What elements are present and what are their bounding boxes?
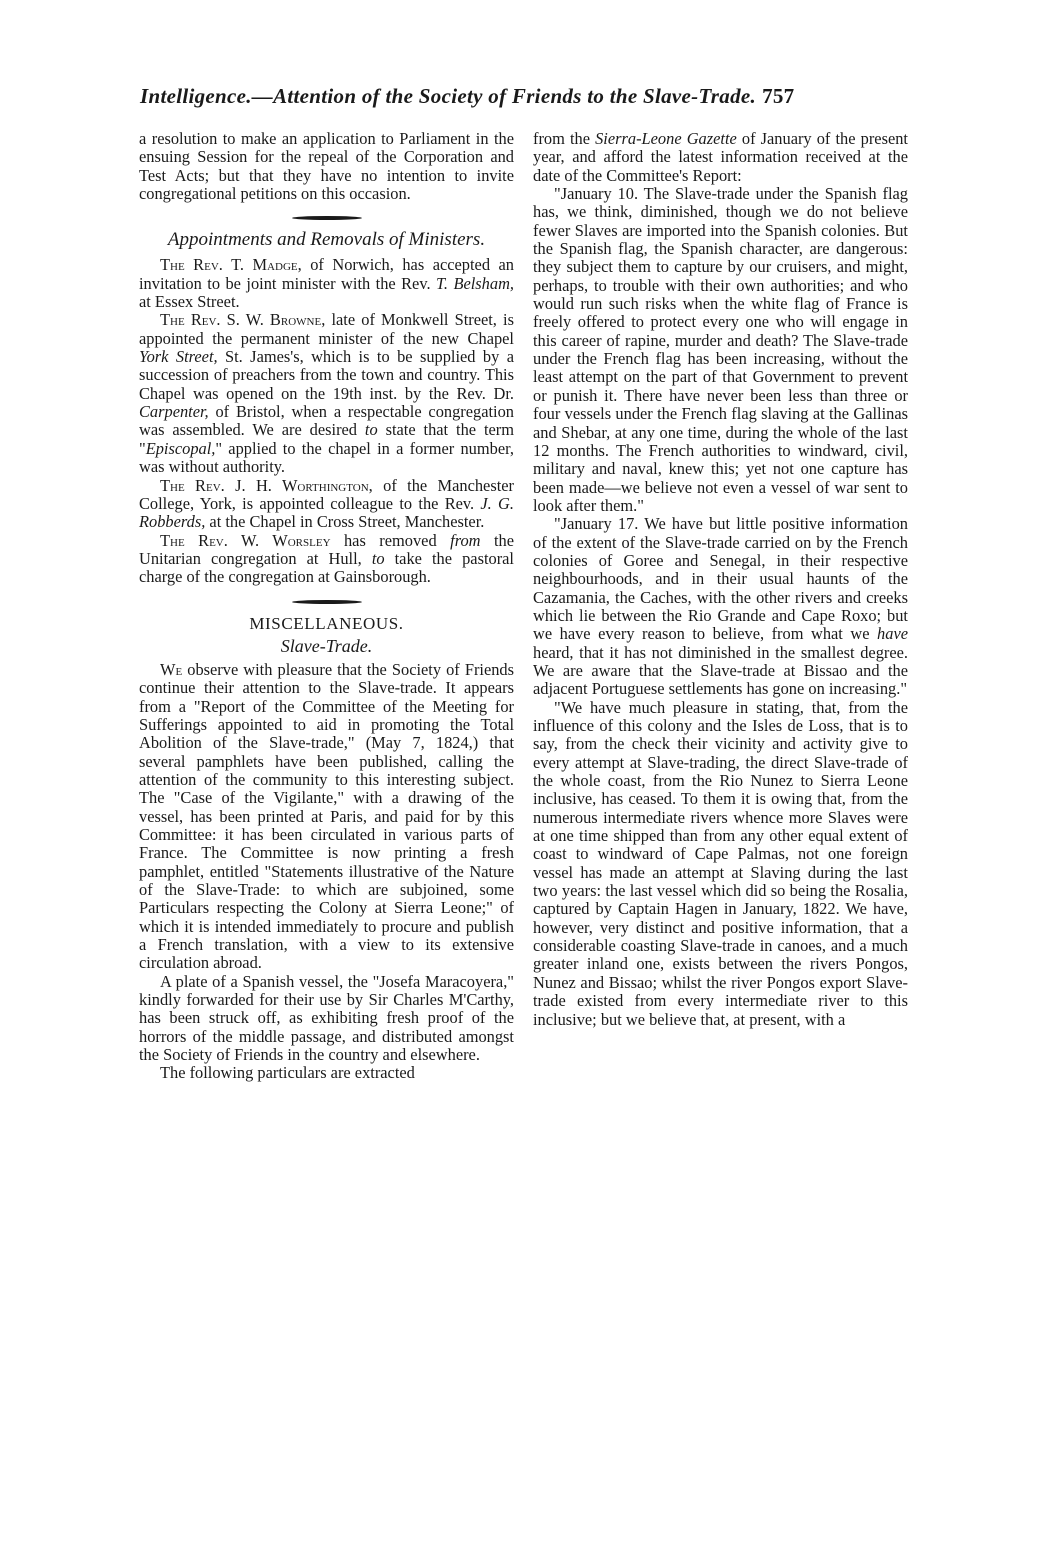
worsley-paragraph: The Rev. W. Worsley has removed from the Unitarian congregation at Hull, to take the pastoral charge of the congregation at Gainsborough. (139, 530, 514, 587)
left-column (139, 130, 514, 1083)
running-title: Intelligence.—Attention of the Society of Friends to the Slave-Trade. (140, 84, 757, 108)
worthington-paragraph: The Rev. J. H. Worthington, of the Manchester College, York, is appointed colleague to the Rev. J. G. Robberds, at the Chapel in Cross Street, Manchester. (139, 475, 514, 532)
gazette-paragraph: from the Sierra-Leone Gazette of January of the present year, and afford the latest information received at the date of the Committee's Report: (533, 129, 908, 185)
appointments-heading: Appointments and Removals of Ministers. (167, 229, 486, 251)
pleasure-paragraph: "We have much pleasure in stating, that, from the influence of this colony and the Isles de Loss, that is to say, from the check their vicinity and activity give to every attempt at Slave-trading, the direct Slave-trade of the whole coast, from the Rio Nunez to Sierra Leone inclusive, has ceased. To them it is owing that, from the numerous intermediate rivers whence more Slaves were at one time shipped than from any other equal extent of coast to windward of Cape Palmas, not one foreign vessel has made an attempt at Slaving during the last two years: the last vessel which did so being the Rosalia, captured by Captain Hagen in January, 1822. We have, however, very distinct and positive information, that a considerable coasting Slave-trade in canoes, and a much greater inland one, exists between the rivers Pongos, Nunez and Bissao; whilst the river Pongos export Slave-trade existed from every intermediate river to this inclusive; but we believe that, at present, with a (533, 697, 908, 1029)
january-10-paragraph: "January 10. The Slave-trade under the Spanish flag has, we think, diminished, though we do not believe fewer Slaves are imported into the Spanish colonies. But the Spanish flag, the Spanish character, are dangerous: they subject them to capture by our cruisers, and might, perhaps, to trouble with their own authorities; and who would run such risks when the white flag of France is freely offered to protect every one who will engage in this career of rapine, murder and death? The Slave-trade under the French flag has been increasing, without the least attempt on the part of that Government to prevent or punish it. There have never been less than three or four vessels under the French flag slaving at the Gallinas and Shebar, at any one time, during the whole of the last 12 months. The French authorities to windward, civil, military and naval, knew this; yet not one capture has been made—we believe not even a vessel of war sent to look after them." (533, 184, 908, 515)
miscellaneous-heading: MISCELLANEOUS. (249, 613, 404, 633)
browne-paragraph: The Rev. S. W. Browne, late of Monkwell Street, is appointed the permanent minister of the new Chapel York Street, St. James's, which is to be supplied by a succession of preachers from the town and country. This Chapel was opened on the 19th inst. by the Rev. Dr. Carpenter, of Bristol, when a respectable congregation was assembled. We are desired to state that the term "Episcopal," applied to the chapel in a former number, was without authority. (139, 310, 515, 477)
resolution-paragraph: a resolution to make an application to Parliament in the ensuing Session for the repeal of the Corporation and Test Acts; but that they have no intention to invite congregational petitions on this occasion. (139, 129, 514, 204)
madge-name: The Rev. T. Madge, (160, 255, 302, 275)
browne-name: The Rev. S. W. Browne, (160, 310, 326, 330)
worsley-name: The Rev. W. Worsley (160, 530, 331, 550)
january-17-paragraph: "January 17. We have but little positive information of the extent of the Slave-trade carried on by the French colonies of Goree and Senegal, in their respective neighbourhoods, and in their usual haunts of the Cazamania, the Caches, with the other rivers and creeks which lie between the Rio Grande and Cape Roxo; but we have every reason to believe, from what we have heard, that it has not diminished in the smallest degree. We are aware that the Slave-trade at Bissao and the adjacent Portuguese settlements has gone on increasing." (533, 514, 908, 699)
worthington-name: The Rev. J. H. Worthington, (160, 475, 373, 495)
section-rule (292, 216, 362, 220)
page-number: 757 (762, 84, 795, 108)
section-rule (292, 600, 362, 604)
running-head (140, 84, 930, 109)
plate-paragraph: A plate of a Spanish vessel, the "Josefa Maracoyera," kindly forwarded for their use by Sir Charles M'Carthy, has been struck off, as exhibiting fresh proof of the horrors of the middle passage, and distributed amongst the Society of Friends in the country and elsewhere. (139, 971, 514, 1065)
right-column (533, 130, 908, 1029)
madge-paragraph: The Rev. T. Madge, of Norwich, has accepted an invitation to be joint minister with the Rev. T. Belsham, at Essex Street. (139, 255, 515, 312)
slave-trade-subheading: Slave-Trade. (280, 635, 373, 656)
following-paragraph: The following particulars are extracted (160, 1063, 415, 1083)
we-observe-paragraph: We observe with pleasure that the Society of Friends continue their attention to the Slave-trade. It appears from a "Report of the Committee of the Meeting for Sufferings appointed to aid in promoting the Total Abolition of the Slave-trade," (May 7, 1824,) that several pamphlets have been published, calling the attention of the community to this interesting subject. The "Case of the Vigilante," with a drawing of the vessel, has been printed at Paris, and paid for by this Committee: it has been circulated in various parts of France. The Committee is now printing a fresh pamphlet, entitled "Statements illustrative of the Nature of the Slave-Trade: to which are subjoined, some Particulars respecting the Colony at Sierra Leone;" of which it is intended immediately to procure and publish a French translation, with a view to its extensive circulation abroad. (139, 659, 514, 973)
